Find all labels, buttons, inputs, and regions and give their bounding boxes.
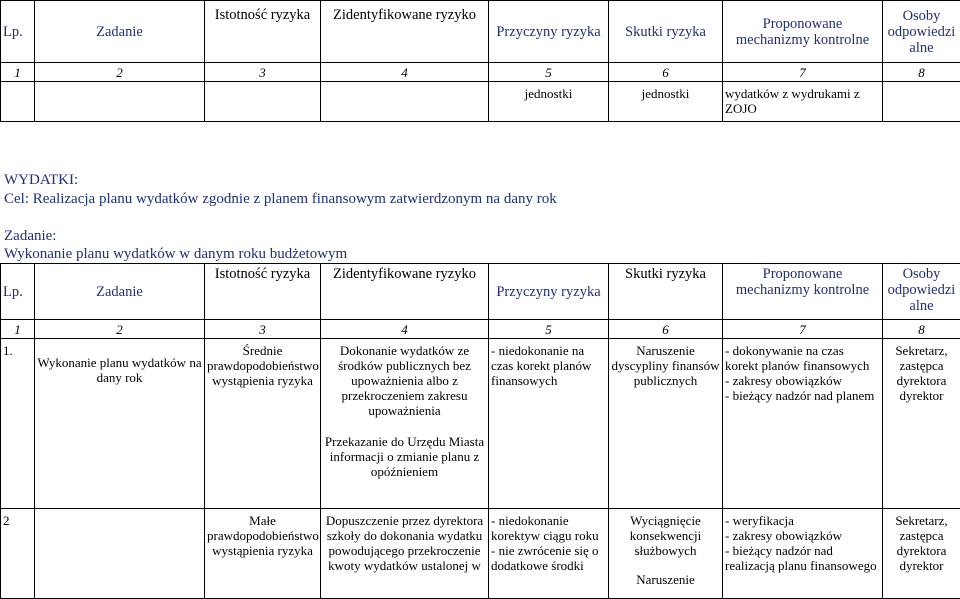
col-num: 1 <box>1 63 35 82</box>
column-numbers-row <box>1 63 960 82</box>
header-lp: Lp. <box>1 1 35 63</box>
header-osoby-l2: odpowiedzi <box>885 24 958 40</box>
ryzyko-text: Dokonanie wydatków ze środków publicznych bez upoważnienia albo z przekroczeniem zakresu upoważnienia <box>323 343 486 418</box>
cell-skutki: jednostki <box>609 82 723 122</box>
mechanizm-item: - bieżący nadzór nad planem <box>725 388 880 403</box>
col-num: 8 <box>883 63 960 82</box>
header-zidentyfikowane: Zidentyfikowane ryzyko <box>321 1 489 63</box>
header-proponowane: Proponowane mechanizmy kontrolne <box>723 264 883 320</box>
ryzyko-text-2: Przekazanie do Urzędu Miasta informacji o zmianie planu z opóźnieniem <box>323 434 486 479</box>
header-zadanie: Zadanie <box>35 264 205 320</box>
mechanizm-item: - bieżący nadzór nad realizacją planu finansowego <box>725 543 880 573</box>
col-num: 3 <box>205 63 321 82</box>
col-num: 5 <box>489 320 609 339</box>
cell-empty <box>205 82 321 122</box>
cel-text: Cel: Realizacja planu wydatków zgodnie z planem finansowym zatwierdzonym na dany rok <box>4 191 557 208</box>
cell-empty <box>321 82 489 122</box>
risk-table-top <box>0 0 960 122</box>
header-osoby-l2: odpowiedzi <box>885 282 958 298</box>
risk-table-main <box>0 263 960 599</box>
header-istotnosc: Istotność ryzyka <box>205 1 321 63</box>
mechanizm-item: - weryfikacja <box>725 513 880 528</box>
col-num: 7 <box>723 320 883 339</box>
col-num: 5 <box>489 63 609 82</box>
col-num: 7 <box>723 63 883 82</box>
skutki-text-2: Naruszenie <box>611 572 720 587</box>
row-lp: 2 <box>1 509 35 599</box>
col-num: 8 <box>883 320 960 339</box>
skutki-text: Wyciągnięcie konsekwencji służbowych <box>611 513 720 558</box>
header-skutki: Skutki ryzyka <box>609 264 723 320</box>
table-row <box>1 339 960 509</box>
header-przyczyny: Przyczyny ryzyka <box>489 264 609 320</box>
cell-empty <box>1 82 35 122</box>
row-zadanie: Wykonanie planu wydatków na dany rok <box>35 339 205 509</box>
row-lp: 1. <box>1 339 35 509</box>
cell-przyczyny: jednostki <box>489 82 609 122</box>
row-mechanizmy <box>723 339 883 509</box>
header-proponowane: Proponowane mechanizmy kontrolne <box>723 1 883 63</box>
table-row <box>1 509 960 599</box>
row-mechanizmy <box>723 509 883 599</box>
col-num: 2 <box>35 63 205 82</box>
header-osoby-l3: alne <box>885 298 958 314</box>
zadanie-text: Wykonanie planu wydatków w danym roku budżetowym <box>4 246 347 263</box>
row-ryzyko <box>321 339 489 509</box>
col-num: 4 <box>321 63 489 82</box>
row-skutki <box>609 509 723 599</box>
header-osoby-l1: Osoby <box>885 8 958 24</box>
col-num: 4 <box>321 320 489 339</box>
row-istotnosc: Średnie prawdopodobieństwo wystąpienia ryzyka <box>205 339 321 509</box>
header-zadanie: Zadanie <box>35 1 205 63</box>
header-osoby <box>883 1 960 63</box>
col-num: 6 <box>609 320 723 339</box>
header-istotnosc: Istotność ryzyka <box>205 264 321 320</box>
col-num: 3 <box>205 320 321 339</box>
header-osoby-l1: Osoby <box>885 266 958 282</box>
row-skutki: Naruszenie dyscypliny finansów publicznych <box>609 339 723 509</box>
header-przyczyny: Przyczyny ryzyka <box>489 1 609 63</box>
header-osoby-l3: alne <box>885 40 958 56</box>
cell-empty <box>883 82 960 122</box>
col-num: 2 <box>35 320 205 339</box>
col-num: 1 <box>1 320 35 339</box>
zadanie-label: Zadanie: <box>4 228 56 245</box>
cell-empty <box>35 82 205 122</box>
header-lp: Lp. <box>1 264 35 320</box>
row-zadanie <box>35 509 205 599</box>
mechanizm-item: - zakresy obowiązków <box>725 373 880 388</box>
header-osoby <box>883 264 960 320</box>
row-przyczyny: - niedokonanie korektyw ciągu roku - nie zwrócenie się o dodatkowe środki <box>489 509 609 599</box>
cell-mechanizmy: wydatków z wydrukami z ZOJO <box>723 82 883 122</box>
header-skutki: Skutki ryzyka <box>609 1 723 63</box>
mechanizm-item: - dokonywanie na czas korekt planów finansowych <box>725 343 880 373</box>
header-zidentyfikowane: Zidentyfikowane ryzyko <box>321 264 489 320</box>
row-istotnosc: Małe prawdopodobieństwo wystąpienia ryzyka <box>205 509 321 599</box>
row-osoby: Sekretarz, zastępca dyrektora dyrektor <box>883 339 960 509</box>
wydatki-label: WYDATKI: <box>4 172 78 189</box>
col-num: 6 <box>609 63 723 82</box>
column-numbers-row <box>1 320 960 339</box>
row-ryzyko: Dopuszczenie przez dyrektora szkoły do dokonania wydatku powodującego przekroczenie kwoty wydatków ustalonej w <box>321 509 489 599</box>
row-osoby: Sekretarz, zastępca dyrektora dyrektor <box>883 509 960 599</box>
mechanizm-item: - zakresy obowiązków <box>725 528 880 543</box>
row-przyczyny: - niedokonanie na czas korekt planów finansowych <box>489 339 609 509</box>
